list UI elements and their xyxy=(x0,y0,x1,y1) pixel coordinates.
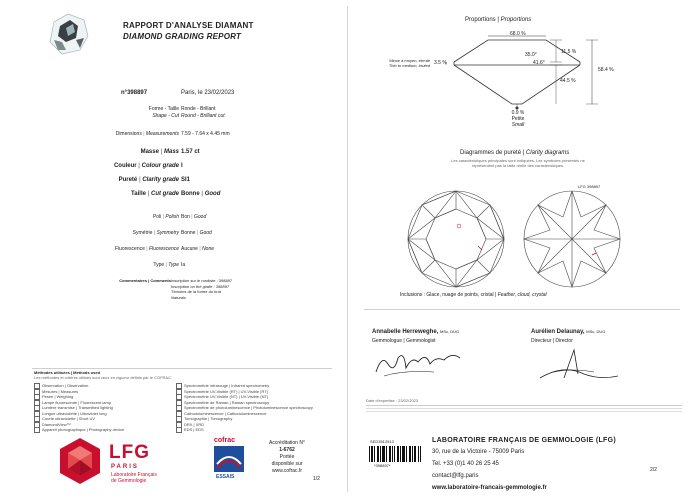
prop-pavilion-depth: 44.5 % xyxy=(560,78,576,84)
lab-website-link[interactable]: www.laboratoire-francais-gemmologie.fr xyxy=(432,485,547,491)
prop-pavilion-angle: 41.6° xyxy=(533,60,545,66)
clarity-note: Les caractéristiques principales sont indiquées. Les symboles présentés ne représentent pas la taille réelle des caractéristiques. xyxy=(451,158,585,168)
girdle-inscription: LFG 398897 xyxy=(578,184,601,189)
right-panel xyxy=(350,6,690,492)
methods-label: Méthodes utilisées | Methods used xyxy=(34,370,101,375)
reference-code: SED3512913 xyxy=(370,439,394,444)
row-label-en: Shape - Cut xyxy=(152,113,179,119)
signatory-1-name: Annabelle Herreweghe, MSc, DUG xyxy=(372,329,460,335)
prop-total-depth: 58.4 % xyxy=(598,67,614,73)
fine-print xyxy=(366,403,682,413)
prop-culet: 0.9 % Petite Small xyxy=(511,110,525,128)
clarity-title: Diagrammes de pureté | Clarity diagrams xyxy=(460,150,570,156)
row-value: SI1 xyxy=(181,177,191,183)
row-cut xyxy=(8,191,347,203)
prop-girdle: 3.5 % xyxy=(434,60,447,66)
row-value: Ia xyxy=(181,262,186,268)
row-value: Bonne | Good xyxy=(181,191,221,197)
row-value: 7.59 - 7.64 x 4.45 mm xyxy=(181,131,230,137)
lfg-logo-line2: de Gemmologie xyxy=(111,478,147,484)
prop-girdle-desc: Mince à moyen, ébruté Thin to medium, bruted xyxy=(388,58,430,68)
row-label: Masse | Mass xyxy=(140,149,179,155)
lab-telephone: Tel. +33 (0)1 40 26 25 45 xyxy=(432,461,499,467)
row-label: Type | Type xyxy=(153,262,179,268)
lab-address: 30, rue de la Victoire - 75009 Paris xyxy=(432,449,525,455)
row-label: Dimensions | Measurements xyxy=(115,131,179,137)
lab-name: LABORATOIRE FRANÇAIS DE GEMMOLOGIE (LFG) xyxy=(432,437,617,444)
page-number: 1/2 xyxy=(313,476,320,482)
row-value: Ronde - Brillant xyxy=(181,106,216,112)
row-dimensions xyxy=(8,131,347,143)
comments-block: Inscription sur le rondiste : 398897 Inscription on the girdle : 398897 Témoins de la forme du brut Naturals xyxy=(171,278,233,300)
row-value: 1.57 ct xyxy=(181,149,200,155)
lfg-logo-line1: Laboratoire Français xyxy=(111,472,157,478)
page-number: 2/2 xyxy=(650,467,657,473)
divider xyxy=(32,368,332,369)
row-polish xyxy=(8,214,347,226)
row-type xyxy=(8,262,347,274)
row-value: I xyxy=(181,163,183,169)
row-fluorescence xyxy=(8,246,347,258)
signature-2-image xyxy=(534,344,624,384)
lfg-logo-city: PARIS xyxy=(111,464,139,470)
lab-email-link[interactable]: contact@lfg.paris xyxy=(432,473,479,479)
inclusions-line: Inclusions : Glace, nuage de points, cristal | Feather, cloud, crystal xyxy=(400,292,547,298)
barcode-number: *398897* xyxy=(374,463,391,468)
row-label: Symétrie | Symmetry xyxy=(132,230,179,236)
row-colour xyxy=(8,163,347,175)
proportions-title: Proportions | Proportions xyxy=(465,17,532,23)
row-label: Pureté | Clarity grade xyxy=(118,177,179,183)
row-value-en: Round - Brilliant cut xyxy=(181,113,225,119)
row-symmetry xyxy=(8,230,347,242)
divider xyxy=(364,309,680,310)
row-value: Bonne | Good xyxy=(181,230,212,236)
prop-crown-angle: 35.0° xyxy=(525,52,537,58)
row-label: Poli | Polish xyxy=(152,214,179,220)
row-value: Bon | Good xyxy=(181,214,207,220)
report-subtitle: DIAMOND GRADING REPORT xyxy=(123,32,242,41)
prop-crown-height: 11.5 % xyxy=(561,49,577,55)
methods-note: Les méthodes et critères utilisés sont ceux en vigueur définis par le COFRAC. xyxy=(34,375,173,380)
diamond-photo xyxy=(46,12,90,56)
report-place-date: Paris, le 23/02/2023 xyxy=(181,90,235,96)
signature-1-image xyxy=(374,346,464,378)
report-number: n°398897 xyxy=(121,90,148,96)
comments-label: Commentaires | Comments xyxy=(119,278,171,283)
cofrac-logo-icon: cofrac ESSAIS xyxy=(210,437,248,485)
signatory-1-role: Gemmologue | Gemmologist xyxy=(372,338,436,344)
prop-table: 68.0 % xyxy=(510,31,526,37)
row-mass xyxy=(8,149,347,161)
row-label: Fluorescence | Fluorescence xyxy=(114,246,179,252)
lfg-logo-icon xyxy=(56,436,104,486)
row-label: Taille | Cut grade xyxy=(131,191,179,197)
signatory-2-name: Aurélien Delaunay, MSc, DUG xyxy=(531,329,606,335)
signatory-2-role: Directeur | Director xyxy=(531,338,573,344)
row-label: Forme - Taille xyxy=(148,106,179,112)
row-clarity xyxy=(8,177,347,189)
row-shape xyxy=(8,106,347,118)
row-value: Aucune | None xyxy=(181,246,215,252)
left-panel: RAPPORT D'ANALYSE DIAMANT DIAMOND GRADING REPORT n°398897 Paris, le 23/02/2023 Forme - Taille Shape - Cut Ronde - Brillant Round - Brilliant cut Dimensions | Measurements 7.59 - 7.64 x 4.45 mm Masse | Mass 1.57 ct Couleur | Colour grade I Pureté | Clarity grade SI1 Taille | Cut grade Bonne | Good Poli | Polish Bon | Good Symétrie | Symmetry Bonne | Good Fluorescence | Fluorescence Aucune | None Type | Type Ia Commentaires | Comments Inscription sur le rondiste : 398897 Inscription on the girdle : 398897 Témoins de la forme du brut Naturals Méthodes utilisées | Methods used Les méthodes et critères utilisés sont ceux en vigueur définis par le COFRAC. Observation | Observation Mesures | Measures Pesée | Weighing Lampe fluorescente | Fluorescent lamp Lumière transmise | Transmitted lighting Longue ultraviolette | Ultraviolet long Courte ultraviolette | Short UV DiamondView™ Appareil photographique | Photography device Spectrométrie infrarouge | Infrared spectrometry Spectrométrie UV-Visible (RT) | UV-Visible (RT) Spectrométrie UV-Visible (NT) | UV-Visible (NT) Spectrométrie de Raman | Raman spectroscopy Spectrométrie de photoluminescence | Photoluminescence spectroscopy Cathodoluminescence | Cathodoluminescence Tomographie | Tomography DRX | XRD EDS | EDS LFG PARIS Laboratoire Français de Gemmologie cofrac ESSAIS Accréditation N° 1-6762 Portée disponible sur www.cofrac.fr 1/2 xyxy=(8,6,348,492)
row-label: Couleur | Colour grade xyxy=(113,163,179,169)
cofrac-accreditation: Accréditation N° 1-6762 Portée disponible sur www.cofrac.fr xyxy=(269,440,305,474)
expertise-date: Date d'expertise : 23/02/2023 xyxy=(366,398,419,403)
lfg-logo-text: LFG xyxy=(109,442,150,463)
clarity-pavilion-diagram xyxy=(522,189,622,289)
report-title: RAPPORT D'ANALYSE DIAMANT xyxy=(123,21,254,30)
clarity-crown-diagram xyxy=(406,189,506,289)
